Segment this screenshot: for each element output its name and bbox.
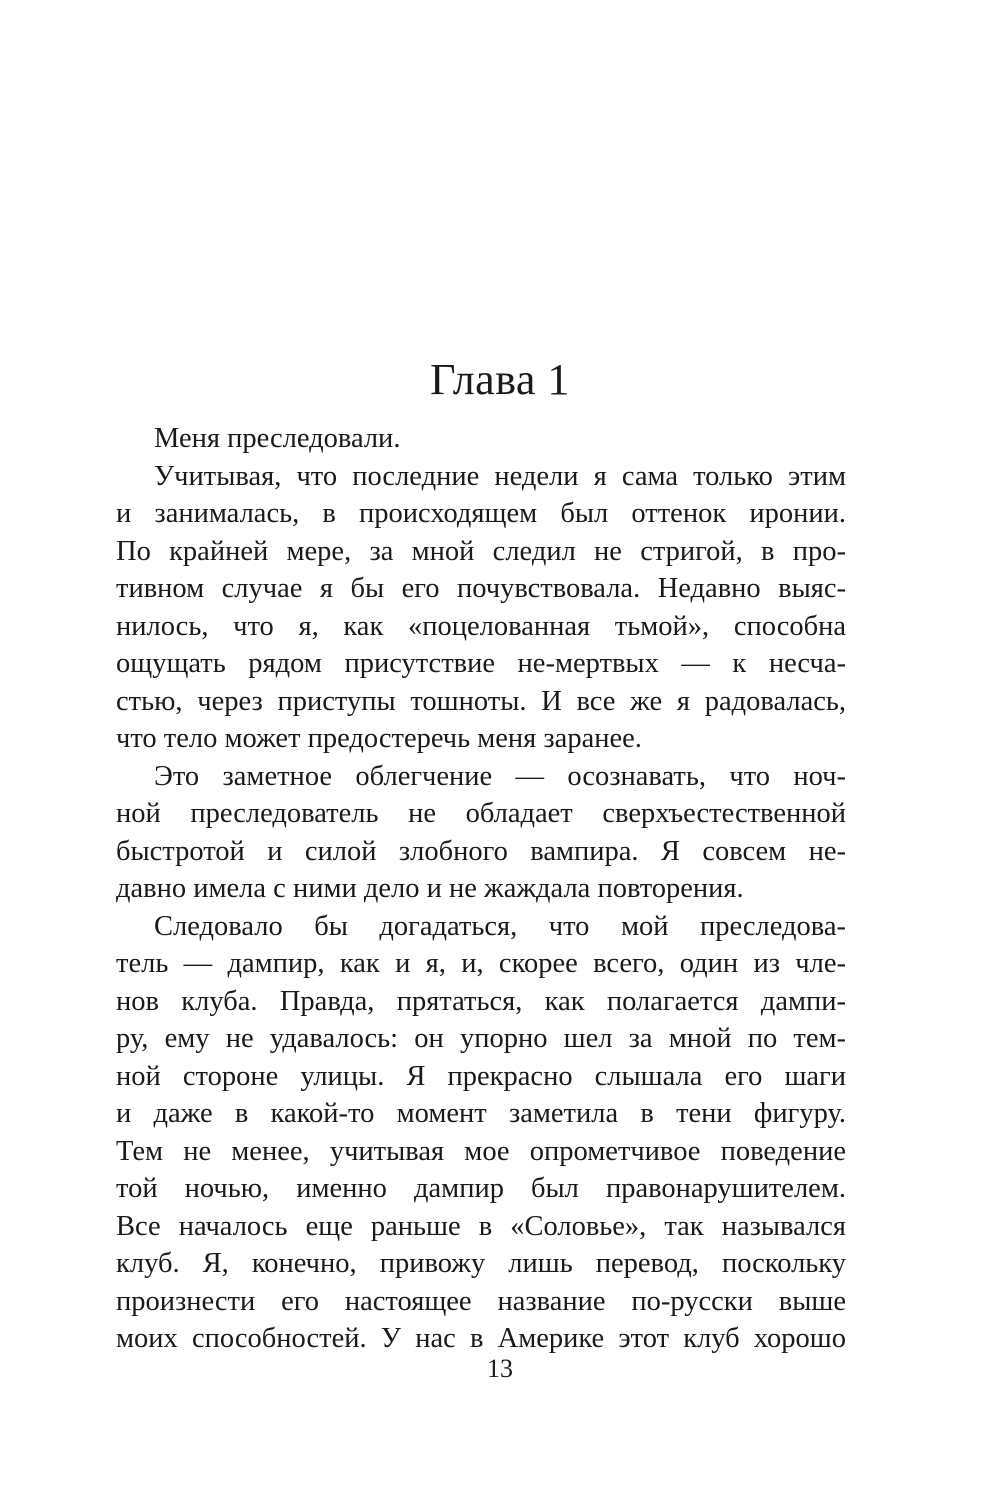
text-line: Учитывая, что последние недели я сама только этим (154, 460, 846, 492)
text-line: нов клуба. Правда, прятаться, как полагается дампи- (116, 985, 846, 1017)
text-line: нилось, что я, как «поцелованная тьмой», способна (116, 610, 846, 642)
text-line: Следовало бы догадаться, что мой преследова- (154, 910, 846, 942)
text-line: ной преследователь не обладает сверхъестественной (116, 798, 846, 829)
text-line: той ночью, именно дампир был правонарушителем. (116, 1173, 846, 1204)
text-line: стью, через приступы тошноты. И все же я радовалась, (116, 685, 846, 717)
text-line: ощущать рядом присутствие не-мертвых — к несча- (116, 648, 846, 679)
text-line: и занималась, в происходящем был оттенок иронии. (116, 498, 846, 529)
text-line: и даже в какой-то момент заметила в тени фигуру. (116, 1098, 846, 1129)
text-line: Это заметное облегчение — осознавать, что ноч- (154, 760, 846, 792)
text-line: произнести его настоящее название по-русски выше (116, 1285, 846, 1317)
text-line: Меня преследовали. (154, 423, 401, 454)
text-line: Все началось еще раньше в «Соловье», так назывался (116, 1210, 846, 1242)
text-line: что тело может предостеречь меня заранее. (116, 723, 642, 754)
text-line: давно имела с ними дело и не жаждала повторения. (116, 873, 744, 904)
text-line: ру, ему не удавалось: он упорно шел за мной по тем- (116, 1023, 846, 1054)
text-line: моих способностей. У нас в Америке этот клуб хорошо (116, 1323, 846, 1354)
chapter-title: Глава 1 (430, 355, 570, 404)
text-line: тивном случае я бы его почувствовала. Недавно выяс- (116, 573, 846, 604)
text-line: клуб. Я, конечно, привожу лишь перевод, поскольку (116, 1248, 846, 1279)
body-text (116, 420, 846, 1358)
text-line: тель — дампир, как и я, и, скорее всего, один из чле- (116, 948, 846, 979)
text-line: По крайней мере, за мной следил не стригой, в про- (116, 535, 846, 567)
text-line: Тем не менее, учитывая мое опрометчивое поведение (116, 1135, 846, 1167)
text-line: ной стороне улицы. Я прекрасно слышала его шаги (116, 1060, 846, 1092)
text-line: быстротой и силой злобного вампира. Я совсем не- (116, 835, 846, 867)
page-number: 13 (487, 1354, 513, 1383)
